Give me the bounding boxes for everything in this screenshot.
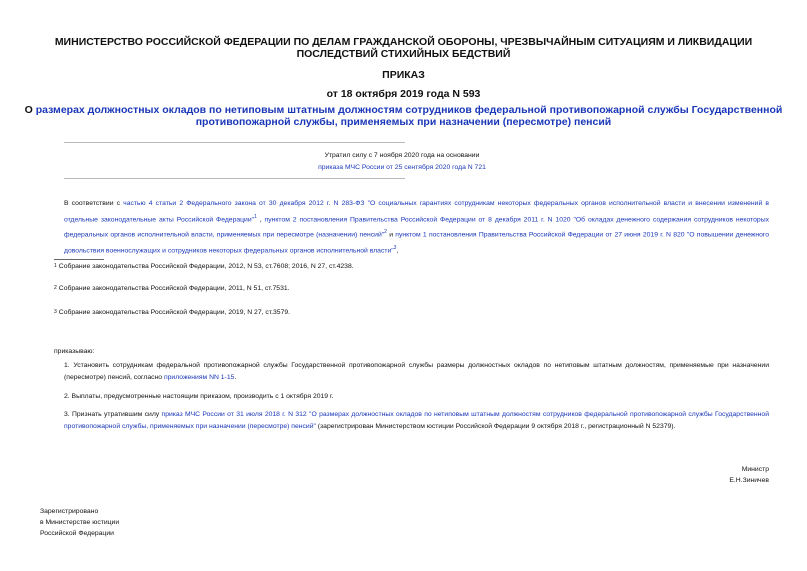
footnote-num: 1 [54, 263, 57, 269]
item-1-link[interactable]: приложениям NN 1-15 [163, 374, 235, 382]
signature-name: Е.Н.Зиничев [729, 477, 769, 484]
footnote-text: Собрание законодательства Российской Федерации, 2019, N 27, ст.3579. [58, 309, 291, 316]
footnote-text: Собрание законодательства Российской Федерации, 2012, N 53, ст.7608; 2016, N 27, ст.4238. [58, 263, 354, 270]
footnote-3 [54, 309, 290, 316]
registration-line-3: Российской Федерации [40, 530, 114, 537]
status-link[interactable]: приказа МЧС России от 25 сентября 2020 года N 721 [318, 164, 486, 171]
order-title [20, 104, 787, 128]
order-heading: ПРИКАЗ [382, 69, 425, 81]
order-item-3 [64, 409, 769, 434]
preamble-text-2: , [256, 215, 265, 223]
order-item-1 [64, 360, 769, 385]
ministry-heading: МИНИСТЕРСТВО РОССИЙСКОЙ ФЕДЕРАЦИИ ПО ДЕЛАМ ГРАЖДАНСКОЙ ОБОРОНЫ, ЧРЕЗВЫЧАЙНЫМ СИТУАЦИЯМ И ЛИКВИДАЦИИ ПОСЛЕДСТВИЙ СТИХИЙНЫХ БЕДСТВИЙ [54, 36, 753, 60]
preamble-text-1: В соответствии с [64, 200, 124, 207]
divider-bottom [64, 178, 405, 179]
order-date: от 18 октября 2019 года N 593 [326, 88, 481, 100]
title-link[interactable]: размерах должностных окладов по нетиповым штатным должностям сотрудников федеральной противопожарной службы Государственной противопожарной службы, применяемых при назначении (пересмотре) пенсий [35, 104, 783, 128]
footnote-2 [54, 285, 290, 292]
registration-line-1: Зарегистрировано [40, 508, 99, 515]
item-1-text: 1. Установить сотрудникам федеральной противопожарной службы Государственной противопожарной службы размеры должностных окладов по нетиповым штатным должностям, применяемые при назначении (пересмотре) пенсий, согласно [64, 362, 769, 382]
item-1-end: . [234, 374, 237, 382]
footnote-ref-3[interactable]: 3 [393, 245, 397, 252]
order-directive: приказываю: [54, 348, 95, 355]
footnote-1 [54, 263, 354, 270]
footnote-divider [54, 259, 104, 260]
divider-top [64, 142, 405, 143]
preamble-link-2[interactable]: пунктом 2 постановления Правительства Российской Федерации от 8 декабря 2011 г. N 1020 "Об окладах денежного содержания сотрудников некоторых федеральных органов исполнительной власти, применяемых при пересмотре (назначении) пенсий" [64, 215, 769, 239]
footnote-ref-2[interactable]: 2 [384, 229, 387, 236]
footnote-num: 2 [54, 285, 57, 291]
item-3-end: (зарегистрирован Министерством юстиции Российской Федерации 9 октября 2018 г., регистрационный N 52379). [315, 423, 676, 431]
status-line: Утратил силу с 7 ноября 2020 года на основании [324, 152, 480, 159]
title-prefix: О [24, 104, 36, 116]
footnote-ref-1[interactable]: 1 [254, 213, 257, 220]
preamble-paragraph [64, 198, 769, 258]
item-3-link[interactable]: приказ МЧС России от 31 июля 2018 г. N 312 "О размерах должностных окладов по нетиповым штатным должностям сотрудников федеральной противопожарной службы Государственной противопожарной службы, применяемых при назначении (пересмотре) пенсий" [64, 411, 769, 431]
item-3-text: 3. Признать утратившим силу [64, 411, 162, 418]
signature-role: Министр [741, 466, 769, 473]
order-item-2: 2. Выплаты, предусмотренные настоящим приказом, производить с 1 октября 2019 г. [64, 393, 334, 400]
footnote-num: 3 [54, 309, 57, 315]
preamble-text-3: и [386, 231, 396, 239]
preamble-link-1[interactable]: частью 4 статьи 2 Федерального закона от 30 декабря 2012 г. N 283-ФЗ "О социальных гарантиях сотрудникам некоторых федеральных органов исполнительной власти и внесении изменений в отдельные законодательные акты Российской Федерации" [64, 200, 769, 223]
footnote-text: Собрание законодательства Российской Федерации, 2011, N 51, ст.7531. [58, 285, 290, 292]
preamble-text-4: , [396, 247, 399, 255]
preamble-link-3[interactable]: пунктом 1 постановления Правительства Российской Федерации от 27 июня 2019 г. N 820 "О повышении денежного довольствия военнослужащих и сотрудников некоторых федеральных органов исполнительной власти" [64, 231, 769, 255]
registration-line-2: в Министерстве юстиции [40, 519, 120, 526]
